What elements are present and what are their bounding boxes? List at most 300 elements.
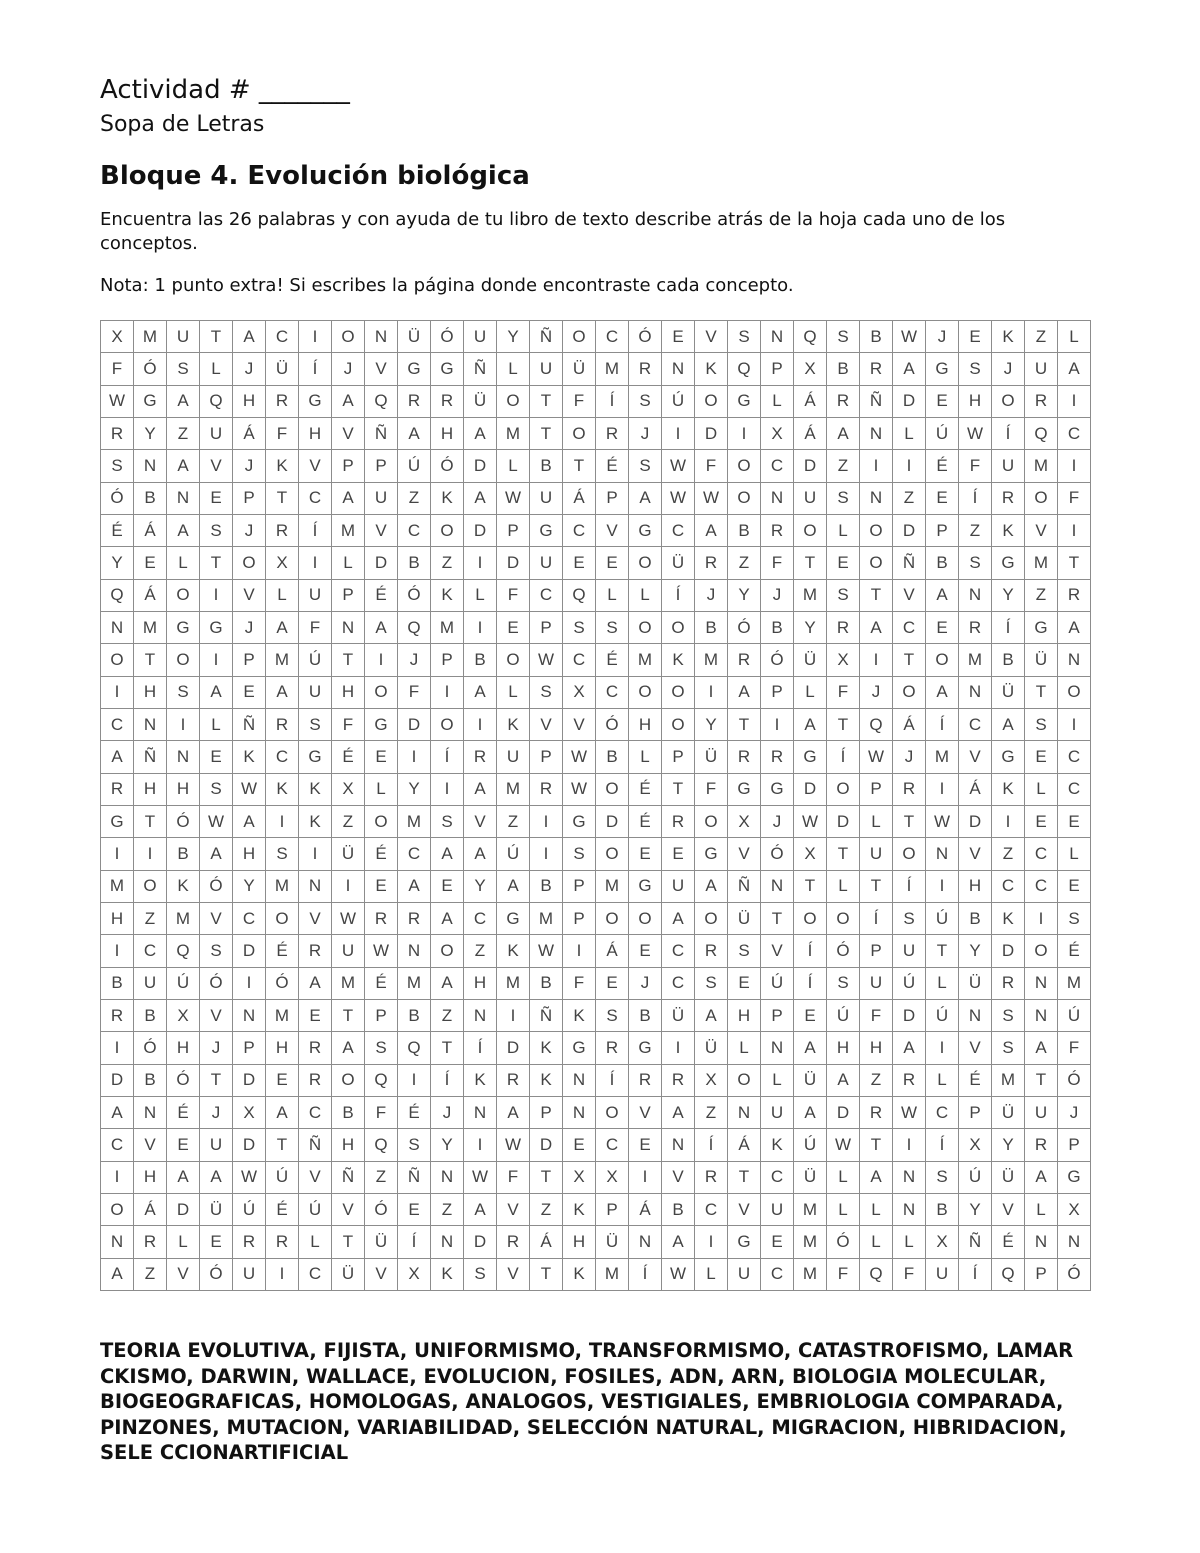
grid-cell[interactable]: R: [233, 1226, 266, 1258]
grid-cell[interactable]: N: [233, 999, 266, 1031]
grid-cell[interactable]: S: [200, 514, 233, 546]
grid-cell[interactable]: F: [497, 1161, 530, 1193]
grid-cell[interactable]: K: [497, 708, 530, 740]
grid-cell[interactable]: É: [629, 773, 662, 805]
grid-cell[interactable]: O: [266, 902, 299, 934]
grid-cell[interactable]: G: [530, 514, 563, 546]
grid-cell[interactable]: V: [728, 838, 761, 870]
grid-cell[interactable]: M: [1025, 450, 1058, 482]
grid-cell[interactable]: L: [860, 1193, 893, 1225]
grid-cell[interactable]: I: [992, 805, 1025, 837]
grid-cell[interactable]: Ü: [266, 353, 299, 385]
grid-cell[interactable]: T: [827, 708, 860, 740]
grid-cell[interactable]: N: [563, 1096, 596, 1128]
grid-cell[interactable]: W: [827, 1129, 860, 1161]
grid-cell[interactable]: O: [992, 385, 1025, 417]
grid-cell[interactable]: E: [1025, 805, 1058, 837]
grid-cell[interactable]: F: [893, 1258, 926, 1290]
grid-cell[interactable]: W: [530, 935, 563, 967]
grid-cell[interactable]: N: [1025, 1226, 1058, 1258]
grid-cell[interactable]: I: [365, 644, 398, 676]
grid-cell[interactable]: O: [596, 838, 629, 870]
grid-cell[interactable]: N: [134, 708, 167, 740]
grid-cell[interactable]: Á: [563, 482, 596, 514]
grid-cell[interactable]: A: [695, 999, 728, 1031]
grid-cell[interactable]: I: [662, 417, 695, 449]
grid-cell[interactable]: D: [893, 385, 926, 417]
grid-cell[interactable]: R: [398, 902, 431, 934]
grid-cell[interactable]: D: [893, 514, 926, 546]
grid-cell[interactable]: Ó: [827, 935, 860, 967]
grid-cell[interactable]: V: [233, 579, 266, 611]
grid-cell[interactable]: P: [530, 611, 563, 643]
grid-cell[interactable]: W: [959, 417, 992, 449]
grid-cell[interactable]: Y: [794, 611, 827, 643]
grid-cell[interactable]: D: [464, 450, 497, 482]
grid-cell[interactable]: N: [761, 482, 794, 514]
grid-cell[interactable]: T: [134, 805, 167, 837]
grid-cell[interactable]: B: [596, 741, 629, 773]
grid-cell[interactable]: X: [728, 805, 761, 837]
grid-cell[interactable]: A: [464, 1193, 497, 1225]
grid-cell[interactable]: T: [662, 773, 695, 805]
grid-cell[interactable]: N: [761, 870, 794, 902]
grid-cell[interactable]: P: [431, 644, 464, 676]
grid-cell[interactable]: Q: [794, 321, 827, 353]
grid-cell[interactable]: S: [431, 805, 464, 837]
grid-cell[interactable]: F: [332, 708, 365, 740]
grid-cell[interactable]: A: [431, 902, 464, 934]
grid-cell[interactable]: E: [497, 611, 530, 643]
grid-cell[interactable]: Á: [893, 708, 926, 740]
grid-cell[interactable]: A: [1058, 353, 1091, 385]
grid-cell[interactable]: Í: [992, 611, 1025, 643]
grid-cell[interactable]: H: [827, 1032, 860, 1064]
grid-cell[interactable]: I: [926, 1032, 959, 1064]
grid-cell[interactable]: T: [728, 708, 761, 740]
grid-cell[interactable]: O: [662, 708, 695, 740]
grid-cell[interactable]: I: [893, 450, 926, 482]
grid-cell[interactable]: R: [101, 773, 134, 805]
grid-cell[interactable]: E: [827, 547, 860, 579]
grid-cell[interactable]: R: [629, 1064, 662, 1096]
grid-cell[interactable]: R: [695, 547, 728, 579]
grid-cell[interactable]: T: [266, 1129, 299, 1161]
grid-cell[interactable]: E: [200, 482, 233, 514]
grid-cell[interactable]: V: [761, 935, 794, 967]
grid-cell[interactable]: W: [893, 1096, 926, 1128]
grid-cell[interactable]: J: [629, 417, 662, 449]
grid-cell[interactable]: Z: [992, 838, 1025, 870]
grid-cell[interactable]: A: [200, 838, 233, 870]
grid-cell[interactable]: S: [464, 1258, 497, 1290]
grid-cell[interactable]: É: [1058, 935, 1091, 967]
grid-cell[interactable]: X: [101, 321, 134, 353]
grid-cell[interactable]: L: [266, 579, 299, 611]
grid-cell[interactable]: L: [464, 579, 497, 611]
grid-cell[interactable]: R: [299, 1064, 332, 1096]
grid-cell[interactable]: B: [332, 1096, 365, 1128]
grid-cell[interactable]: C: [101, 708, 134, 740]
grid-cell[interactable]: E: [563, 1129, 596, 1161]
grid-cell[interactable]: P: [761, 353, 794, 385]
grid-cell[interactable]: W: [101, 385, 134, 417]
grid-cell[interactable]: H: [101, 902, 134, 934]
grid-cell[interactable]: Z: [431, 1193, 464, 1225]
grid-cell[interactable]: T: [1025, 676, 1058, 708]
grid-cell[interactable]: T: [1058, 547, 1091, 579]
grid-cell[interactable]: C: [662, 514, 695, 546]
grid-cell[interactable]: O: [629, 547, 662, 579]
grid-cell[interactable]: E: [794, 999, 827, 1031]
grid-cell[interactable]: M: [596, 870, 629, 902]
grid-cell[interactable]: R: [530, 773, 563, 805]
grid-cell[interactable]: J: [992, 353, 1025, 385]
grid-cell[interactable]: D: [233, 1129, 266, 1161]
grid-cell[interactable]: A: [332, 385, 365, 417]
grid-cell[interactable]: S: [200, 935, 233, 967]
grid-cell[interactable]: X: [398, 1258, 431, 1290]
grid-cell[interactable]: B: [662, 1193, 695, 1225]
grid-cell[interactable]: I: [1058, 450, 1091, 482]
grid-cell[interactable]: D: [167, 1193, 200, 1225]
grid-cell[interactable]: P: [530, 741, 563, 773]
grid-cell[interactable]: W: [662, 1258, 695, 1290]
grid-cell[interactable]: E: [662, 838, 695, 870]
grid-cell[interactable]: K: [992, 514, 1025, 546]
grid-cell[interactable]: F: [761, 547, 794, 579]
grid-cell[interactable]: S: [1025, 708, 1058, 740]
grid-cell[interactable]: H: [728, 999, 761, 1031]
grid-cell[interactable]: M: [497, 773, 530, 805]
grid-cell[interactable]: M: [332, 967, 365, 999]
grid-cell[interactable]: Y: [233, 870, 266, 902]
grid-cell[interactable]: P: [596, 1193, 629, 1225]
grid-cell[interactable]: L: [497, 450, 530, 482]
grid-cell[interactable]: J: [926, 321, 959, 353]
grid-cell[interactable]: G: [299, 741, 332, 773]
grid-cell[interactable]: H: [959, 385, 992, 417]
grid-cell[interactable]: R: [266, 514, 299, 546]
grid-cell[interactable]: Ñ: [134, 741, 167, 773]
grid-cell[interactable]: É: [101, 514, 134, 546]
grid-cell[interactable]: C: [596, 676, 629, 708]
grid-cell[interactable]: H: [959, 870, 992, 902]
grid-cell[interactable]: E: [629, 838, 662, 870]
grid-cell[interactable]: E: [200, 1226, 233, 1258]
grid-cell[interactable]: Ñ: [365, 417, 398, 449]
grid-cell[interactable]: D: [398, 708, 431, 740]
grid-cell[interactable]: Í: [464, 1032, 497, 1064]
grid-cell[interactable]: N: [662, 1129, 695, 1161]
grid-cell[interactable]: A: [629, 482, 662, 514]
grid-cell[interactable]: L: [365, 773, 398, 805]
grid-cell[interactable]: Ñ: [398, 1161, 431, 1193]
grid-cell[interactable]: E: [959, 321, 992, 353]
grid-cell[interactable]: F: [266, 417, 299, 449]
grid-cell[interactable]: E: [398, 1193, 431, 1225]
grid-cell[interactable]: Á: [596, 935, 629, 967]
grid-cell[interactable]: N: [959, 579, 992, 611]
grid-cell[interactable]: R: [299, 935, 332, 967]
grid-cell[interactable]: L: [332, 547, 365, 579]
grid-cell[interactable]: E: [200, 741, 233, 773]
grid-cell[interactable]: L: [695, 1258, 728, 1290]
grid-cell[interactable]: D: [794, 773, 827, 805]
grid-cell[interactable]: O: [728, 450, 761, 482]
grid-cell[interactable]: I: [266, 805, 299, 837]
grid-cell[interactable]: V: [365, 353, 398, 385]
grid-cell[interactable]: A: [662, 1226, 695, 1258]
grid-cell[interactable]: T: [530, 1161, 563, 1193]
grid-cell[interactable]: N: [167, 482, 200, 514]
grid-cell[interactable]: F: [563, 967, 596, 999]
grid-cell[interactable]: I: [761, 708, 794, 740]
grid-cell[interactable]: L: [1025, 1193, 1058, 1225]
grid-cell[interactable]: L: [926, 1064, 959, 1096]
grid-cell[interactable]: O: [1025, 482, 1058, 514]
grid-cell[interactable]: J: [233, 353, 266, 385]
grid-cell[interactable]: C: [299, 482, 332, 514]
grid-cell[interactable]: I: [563, 935, 596, 967]
grid-cell[interactable]: L: [827, 1193, 860, 1225]
grid-cell[interactable]: W: [200, 805, 233, 837]
grid-cell[interactable]: O: [167, 644, 200, 676]
grid-cell[interactable]: M: [266, 870, 299, 902]
grid-cell[interactable]: N: [1025, 967, 1058, 999]
grid-cell[interactable]: U: [464, 321, 497, 353]
grid-cell[interactable]: T: [728, 1161, 761, 1193]
grid-cell[interactable]: V: [629, 1096, 662, 1128]
grid-cell[interactable]: S: [563, 611, 596, 643]
grid-cell[interactable]: L: [1058, 838, 1091, 870]
grid-cell[interactable]: B: [761, 611, 794, 643]
grid-cell[interactable]: Q: [365, 1129, 398, 1161]
grid-cell[interactable]: Y: [695, 708, 728, 740]
grid-cell[interactable]: Ó: [365, 1193, 398, 1225]
grid-cell[interactable]: K: [266, 773, 299, 805]
grid-cell[interactable]: S: [596, 611, 629, 643]
grid-cell[interactable]: N: [101, 611, 134, 643]
grid-cell[interactable]: U: [530, 482, 563, 514]
grid-cell[interactable]: E: [1058, 870, 1091, 902]
grid-cell[interactable]: G: [497, 902, 530, 934]
grid-cell[interactable]: K: [695, 353, 728, 385]
grid-cell[interactable]: M: [794, 1258, 827, 1290]
grid-cell[interactable]: C: [761, 1258, 794, 1290]
grid-cell[interactable]: R: [266, 385, 299, 417]
grid-cell[interactable]: Ú: [299, 1193, 332, 1225]
grid-cell[interactable]: Ó: [629, 321, 662, 353]
grid-cell[interactable]: U: [299, 579, 332, 611]
grid-cell[interactable]: Ü: [200, 1193, 233, 1225]
grid-cell[interactable]: R: [992, 482, 1025, 514]
grid-cell[interactable]: S: [530, 676, 563, 708]
grid-cell[interactable]: I: [695, 676, 728, 708]
grid-cell[interactable]: K: [266, 450, 299, 482]
grid-cell[interactable]: S: [728, 935, 761, 967]
grid-cell[interactable]: A: [332, 1032, 365, 1064]
grid-cell[interactable]: M: [332, 514, 365, 546]
grid-cell[interactable]: T: [794, 547, 827, 579]
grid-cell[interactable]: A: [266, 1096, 299, 1128]
grid-cell[interactable]: É: [365, 967, 398, 999]
grid-cell[interactable]: Ü: [794, 644, 827, 676]
grid-cell[interactable]: U: [860, 838, 893, 870]
grid-cell[interactable]: N: [860, 482, 893, 514]
grid-cell[interactable]: I: [530, 838, 563, 870]
grid-cell[interactable]: R: [761, 741, 794, 773]
grid-cell[interactable]: I: [1058, 385, 1091, 417]
grid-cell[interactable]: V: [299, 1161, 332, 1193]
grid-cell[interactable]: V: [695, 321, 728, 353]
grid-cell[interactable]: Ó: [398, 579, 431, 611]
grid-cell[interactable]: I: [893, 1129, 926, 1161]
grid-cell[interactable]: Á: [134, 579, 167, 611]
grid-cell[interactable]: W: [695, 482, 728, 514]
grid-cell[interactable]: É: [332, 741, 365, 773]
grid-cell[interactable]: E: [629, 1129, 662, 1161]
grid-cell[interactable]: W: [893, 321, 926, 353]
grid-cell[interactable]: B: [167, 838, 200, 870]
grid-cell[interactable]: L: [1025, 773, 1058, 805]
grid-cell[interactable]: Q: [101, 579, 134, 611]
grid-cell[interactable]: N: [332, 611, 365, 643]
grid-cell[interactable]: A: [101, 1096, 134, 1128]
grid-cell[interactable]: V: [530, 708, 563, 740]
grid-cell[interactable]: V: [959, 838, 992, 870]
grid-cell[interactable]: M: [794, 579, 827, 611]
grid-cell[interactable]: G: [728, 773, 761, 805]
grid-cell[interactable]: D: [959, 805, 992, 837]
grid-cell[interactable]: W: [662, 482, 695, 514]
grid-cell[interactable]: Ñ: [860, 385, 893, 417]
grid-cell[interactable]: H: [134, 773, 167, 805]
grid-cell[interactable]: Y: [464, 870, 497, 902]
grid-cell[interactable]: K: [992, 773, 1025, 805]
grid-cell[interactable]: F: [860, 999, 893, 1031]
grid-cell[interactable]: N: [365, 321, 398, 353]
grid-cell[interactable]: S: [959, 353, 992, 385]
grid-cell[interactable]: R: [728, 741, 761, 773]
grid-cell[interactable]: A: [200, 676, 233, 708]
grid-cell[interactable]: C: [266, 741, 299, 773]
grid-cell[interactable]: P: [563, 902, 596, 934]
grid-cell[interactable]: N: [926, 838, 959, 870]
grid-cell[interactable]: A: [827, 417, 860, 449]
grid-cell[interactable]: G: [563, 1032, 596, 1064]
grid-cell[interactable]: C: [134, 935, 167, 967]
grid-cell[interactable]: G: [167, 611, 200, 643]
grid-cell[interactable]: R: [992, 967, 1025, 999]
grid-cell[interactable]: A: [794, 1032, 827, 1064]
grid-cell[interactable]: Z: [1025, 579, 1058, 611]
grid-cell[interactable]: O: [1058, 676, 1091, 708]
grid-cell[interactable]: B: [728, 514, 761, 546]
grid-cell[interactable]: A: [497, 870, 530, 902]
grid-cell[interactable]: D: [233, 1064, 266, 1096]
grid-cell[interactable]: C: [662, 935, 695, 967]
grid-cell[interactable]: R: [662, 1064, 695, 1096]
grid-cell[interactable]: R: [431, 385, 464, 417]
grid-cell[interactable]: A: [464, 417, 497, 449]
grid-cell[interactable]: É: [167, 1096, 200, 1128]
grid-cell[interactable]: Á: [794, 385, 827, 417]
grid-cell[interactable]: S: [1058, 902, 1091, 934]
grid-cell[interactable]: U: [761, 1096, 794, 1128]
grid-cell[interactable]: H: [464, 967, 497, 999]
grid-cell[interactable]: K: [563, 1193, 596, 1225]
grid-cell[interactable]: G: [926, 353, 959, 385]
grid-cell[interactable]: L: [827, 514, 860, 546]
grid-cell[interactable]: Ú: [497, 838, 530, 870]
grid-cell[interactable]: G: [398, 353, 431, 385]
grid-cell[interactable]: Q: [398, 1032, 431, 1064]
grid-cell[interactable]: N: [662, 353, 695, 385]
grid-cell[interactable]: E: [365, 741, 398, 773]
grid-cell[interactable]: T: [563, 450, 596, 482]
grid-cell[interactable]: U: [728, 1258, 761, 1290]
grid-cell[interactable]: P: [365, 999, 398, 1031]
grid-cell[interactable]: P: [761, 676, 794, 708]
grid-cell[interactable]: C: [1058, 773, 1091, 805]
grid-cell[interactable]: H: [563, 1226, 596, 1258]
grid-cell[interactable]: O: [563, 417, 596, 449]
grid-cell[interactable]: H: [299, 417, 332, 449]
grid-cell[interactable]: X: [794, 838, 827, 870]
grid-cell[interactable]: Á: [134, 1193, 167, 1225]
grid-cell[interactable]: K: [992, 321, 1025, 353]
grid-cell[interactable]: Q: [860, 1258, 893, 1290]
grid-cell[interactable]: R: [860, 353, 893, 385]
grid-cell[interactable]: K: [563, 1258, 596, 1290]
grid-cell[interactable]: Y: [992, 1129, 1025, 1161]
grid-cell[interactable]: S: [959, 547, 992, 579]
grid-cell[interactable]: H: [332, 676, 365, 708]
grid-cell[interactable]: Z: [134, 902, 167, 934]
grid-cell[interactable]: I: [167, 708, 200, 740]
grid-cell[interactable]: X: [332, 773, 365, 805]
grid-cell[interactable]: K: [167, 870, 200, 902]
grid-cell[interactable]: D: [464, 514, 497, 546]
grid-cell[interactable]: M: [794, 1193, 827, 1225]
grid-cell[interactable]: Á: [794, 417, 827, 449]
grid-cell[interactable]: Í: [299, 353, 332, 385]
grid-cell[interactable]: C: [662, 967, 695, 999]
grid-cell[interactable]: P: [926, 514, 959, 546]
grid-cell[interactable]: O: [596, 902, 629, 934]
grid-cell[interactable]: O: [860, 514, 893, 546]
grid-cell[interactable]: R: [134, 1226, 167, 1258]
grid-cell[interactable]: T: [200, 1064, 233, 1096]
grid-cell[interactable]: T: [761, 902, 794, 934]
grid-cell[interactable]: I: [266, 1258, 299, 1290]
grid-cell[interactable]: M: [497, 417, 530, 449]
grid-cell[interactable]: O: [1025, 935, 1058, 967]
grid-cell[interactable]: I: [101, 1161, 134, 1193]
grid-cell[interactable]: Ü: [728, 902, 761, 934]
grid-cell[interactable]: I: [695, 1226, 728, 1258]
grid-cell[interactable]: N: [464, 1096, 497, 1128]
grid-cell[interactable]: Ó: [827, 1226, 860, 1258]
grid-cell[interactable]: L: [827, 1161, 860, 1193]
grid-cell[interactable]: A: [101, 1258, 134, 1290]
grid-cell[interactable]: L: [200, 708, 233, 740]
grid-cell[interactable]: W: [530, 644, 563, 676]
grid-cell[interactable]: Í: [794, 935, 827, 967]
grid-cell[interactable]: O: [332, 321, 365, 353]
grid-cell[interactable]: V: [365, 514, 398, 546]
